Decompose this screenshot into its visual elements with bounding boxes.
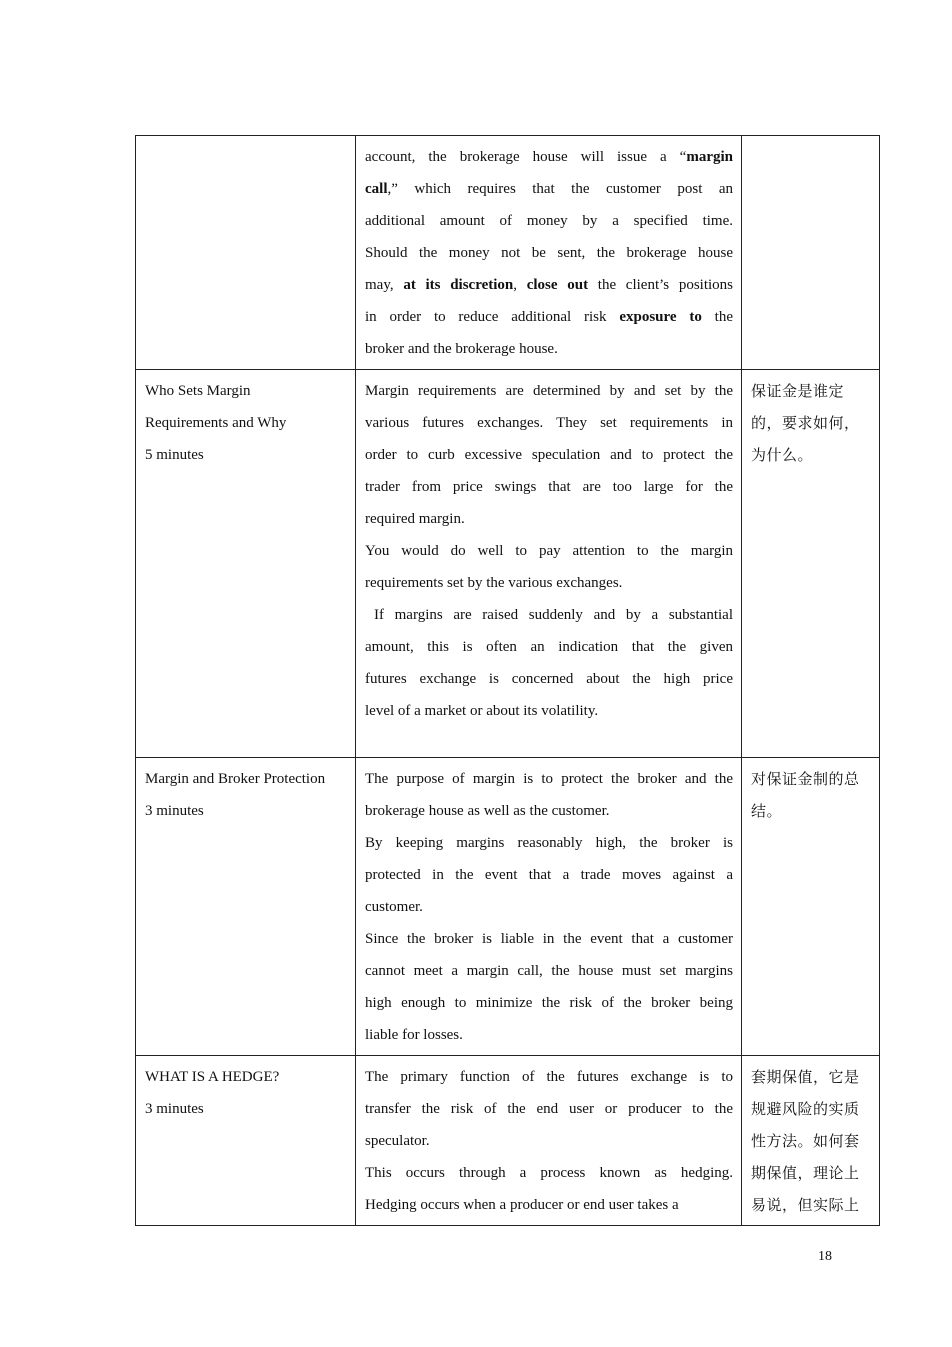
text-run: You would do well to pay attention to the margin [365,543,733,559]
note-line: 性方法。如何套 [751,1132,860,1150]
text-run: The purpose of margin is to protect the broker and the [365,771,733,787]
text-run: customer. [365,899,423,915]
content-line [365,237,733,269]
content-line [365,471,733,503]
topic-line: 3 minutes [145,1101,204,1117]
content-line [365,1019,733,1051]
topic-line: Margin and Broker Protection [145,771,326,787]
content-line [365,1189,733,1221]
text-run: various futures exchanges. They set requirements in [365,415,733,431]
content-line [365,1157,733,1189]
text-run: order to curb excessive speculation and to protect the [365,447,733,463]
bold-term: margin [686,149,733,165]
text-run: in order to reduce additional risk [365,309,620,325]
content-line [365,923,733,955]
bold-term: exposure to [619,309,702,325]
text-run: the [701,309,733,325]
content-line [365,795,733,827]
table-row [136,1056,880,1226]
content-line [365,763,733,795]
content-line [365,375,733,407]
content-line [365,663,733,695]
text-run: may, [365,277,404,293]
note-line: 结。 [751,802,783,820]
text-run: Margin requirements are determined by and set by the [365,383,733,399]
note-cell [742,1056,880,1226]
text-run: This occurs through a process known as hedging. [365,1165,733,1181]
content-line [365,631,733,663]
text-run: broker and the brokerage house. [365,341,558,357]
topic-cell [136,370,356,758]
text-run: high enough to minimize the risk of the broker being [365,995,733,1011]
text-run: required margin. [365,511,465,527]
topic-line: Requirements and Why [145,415,287,431]
content-line [365,269,733,301]
text-run: Hedging occurs when a producer or end user takes a [365,1197,679,1213]
content-line [365,205,733,237]
text-run: account, the brokerage house will issue a “ [365,149,687,165]
content-cell [356,758,742,1056]
content-line [365,407,733,439]
text-run: If margins are raised suddenly and by a substantial [374,607,733,623]
bold-term: call [365,181,388,197]
text-run: amount, this is often an indication that the given [365,639,733,655]
text-run: requirements set by the various exchanges. [365,575,623,591]
content-line [365,503,733,535]
topic-line: WHAT IS A HEDGE? [145,1069,280,1085]
text-run: , [513,277,527,293]
note-cell [742,370,880,758]
text-run: trader from price swings that are too large for the [365,479,733,495]
text-run: Should the money not be sent, the brokerage house [365,245,733,261]
bold-term: at its discretion [403,277,514,293]
text-run: ,” which requires that the customer post an [387,181,733,197]
text-run: the client’s positions [588,277,733,293]
text-run: protected in the event that a trade moves against a [365,867,733,883]
table-row [136,136,880,370]
text-run: speculator. [365,1133,430,1149]
content-line [365,301,733,333]
content-line [365,333,733,365]
content-line [365,987,733,1019]
content-line [365,173,733,205]
content-line [365,599,733,631]
topic-cell [136,136,356,370]
topic-line: 3 minutes [145,803,204,819]
topic-line: 5 minutes [145,447,204,463]
content-line [365,859,733,891]
content-cell [356,136,742,370]
text-run: liable for losses. [365,1027,463,1043]
text-run: By keeping margins reasonably high, the broker is [365,835,733,851]
note-line: 对保证金制的总 [751,770,860,788]
content-line [365,891,733,923]
topic-cell [136,1056,356,1226]
topic-line: Who Sets Margin [145,383,251,399]
content-line [365,1093,733,1125]
note-line: 期保值，理论上 [751,1164,860,1182]
note-line: 易说，但实际上 [751,1196,860,1214]
text-run: The primary function of the futures exchange is to [365,1069,733,1085]
text-run: futures exchange is concerned about the high price [365,671,733,687]
content-line [365,1061,733,1093]
lesson-plan-table [135,135,880,1226]
bold-term: close out [526,277,589,293]
content-line [365,1125,733,1157]
content-line [365,141,733,173]
topic-cell [136,758,356,1056]
content-line [365,827,733,859]
text-run: cannot meet a margin call, the house must set margins [365,963,733,979]
note-line: 保证金是谁定 [751,382,845,400]
content-cell [356,370,742,758]
content-line [365,535,733,567]
note-line: 为什么。 [751,446,814,464]
text-run: Since the broker is liable in the event that a customer [365,931,733,947]
text-run: transfer the risk of the end user or producer to the [365,1101,733,1117]
content-line [365,955,733,987]
text-run: additional amount of money by a specified time. [365,213,733,229]
note-cell [742,136,880,370]
page-number: 18 [818,1249,832,1264]
content-line [365,439,733,471]
note-line: 的，要求如何， [751,414,860,432]
table-row [136,758,880,1056]
note-line: 规避风险的实质 [751,1100,860,1118]
content-cell [356,1056,742,1226]
table-row [136,370,880,758]
text-run: level of a market or about its volatility. [365,703,599,719]
text-run: brokerage house as well as the customer. [365,803,610,819]
content-line [365,695,733,727]
note-cell [742,758,880,1056]
note-line: 套期保值，它是 [751,1068,860,1086]
content-line [365,567,733,599]
